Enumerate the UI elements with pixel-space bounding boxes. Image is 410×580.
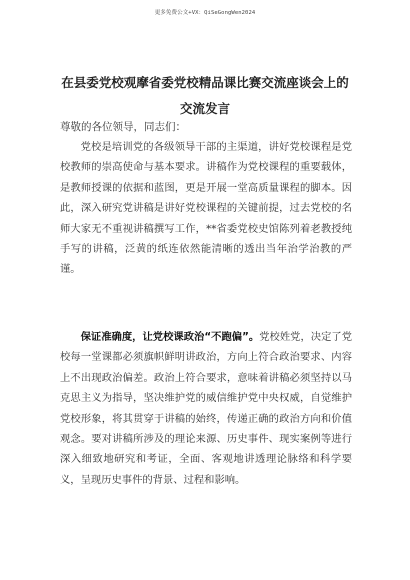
- salutation: 尊敬的各位领导，同志们：: [60, 121, 186, 133]
- header-promo-text: 更多免费公文+VX：QiSeGongWen2024: [154, 10, 256, 16]
- paragraph-2-body: 党校姓党，决定了党校每一堂课都必须旗帜鲜明讲政治，方向上符合政治要求、内容上不出现政治偏差。政治上符合要求，意味着讲稿必须坚持以马克思主义为指导，坚决维护党的威信维护党中央权威，自觉维护党校形象，将其贯穿于讲稿的始终，传递正确的政治方向和价值观念。要对讲稿所涉及的理论来源、历史事件、现实案例等进行深入细致地研究和考证，全面、客观地讲透理论脉络和科学要义，呈现历史事件的背景、过程和影响。: [60, 331, 352, 486]
- document-title: 在县委党校观摩省委党校精品课比赛交流座谈会上的交流发言: [61, 75, 349, 116]
- body-paragraph-2: [60, 327, 352, 490]
- paragraph-2-lead-heading: 保证准确度，让党校课政治“不跑偏”。: [80, 331, 260, 343]
- body-paragraph-1: 党校是培训党的各级领导干部的主渠道，讲好党校课程是党校教师的崇高使命与基本要求。讲稿作为党校课程的重要载体，是教师授课的依据和蓝图，更是开展一堂高质量课程的脚本。因此，深入研究党讲稿是讲好党校课程的关键前提，过去党校的名师大家无不重视讲稿撰写工作，**省委党校史馆陈列着老教授纯手写的讲稿，泛黄的纸连依然能清晰的透出当年治学治教的严谨。: [60, 141, 352, 276]
